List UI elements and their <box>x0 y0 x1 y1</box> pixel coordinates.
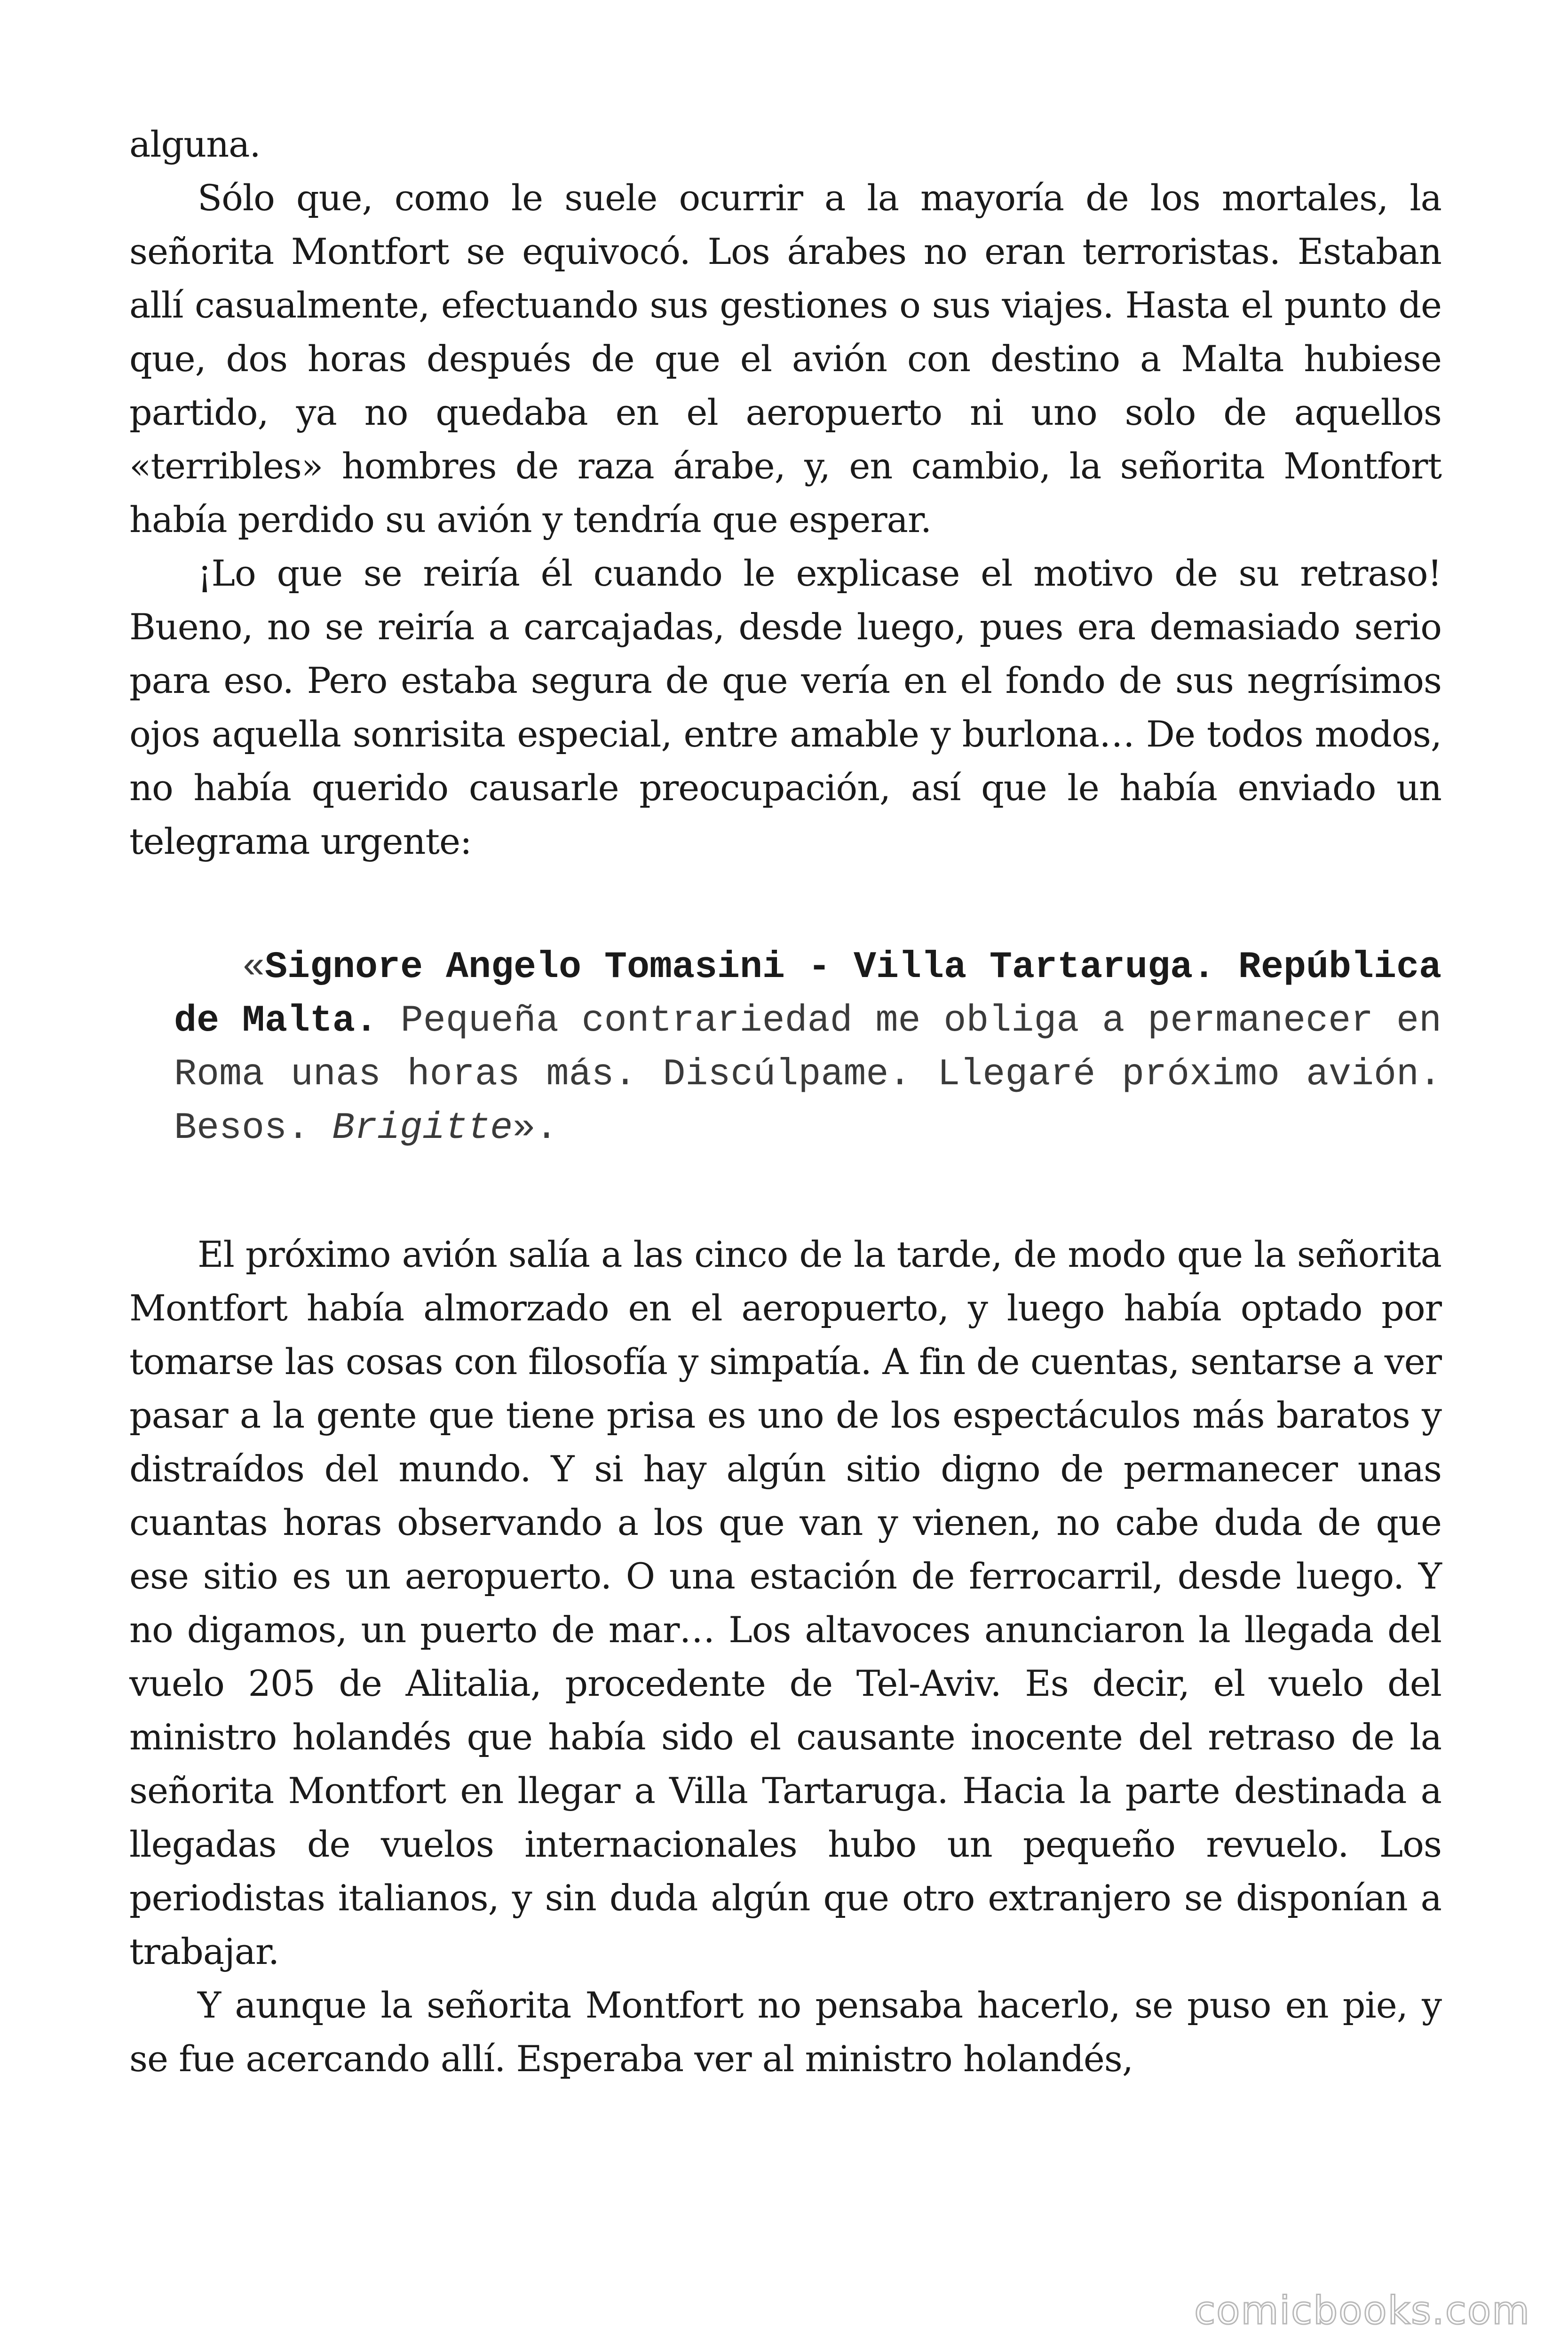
telegram-body: Pequeña contrariedad me obliga a permanecer en Roma unas horas más. Discúlpame. Llegaré próximo avión. Besos. <box>174 1000 1441 1150</box>
telegram-signature: Brigitte <box>332 1107 513 1150</box>
paragraph-5: Y aunque la señorita Montfort no pensaba hacerlo, se puso en pie, y se fue acercando allí. Esperaba ver al ministro holandés, <box>129 1984 1441 2080</box>
watermark: comicbooks.com <box>1194 2288 1530 2333</box>
telegram-open-quote: « <box>242 946 265 989</box>
paragraph-3: ¡Lo que se reiría él cuando le explicase el motivo de su retraso! Bueno, no se reiría a carcajadas, desde luego, pues era demasiado serio para eso. Pero estaba segura de que vería en el fondo de sus negrísimos ojos aquella sonrisita especial, entre amable y burlona… De todos modos, no había querido causarle preocupación, así que le había enviado un telegrama urgente: <box>129 552 1441 862</box>
page-body <box>129 118 1441 2086</box>
paragraph-2: Sólo que, como le suele ocurrir a la mayoría de los mortales, la señorita Montfort se equivocó. Los árabes no eran terroristas. Estaban allí casualmente, efectuando sus gestiones o sus viajes. Hasta el punto de que, dos horas después de que el avión con destino a Malta hubiese partido, ya no quedaba en el aeropuerto ni uno solo de aquellos «terribles» hombres de raza árabe, y, en cambio, la señorita Montfort había perdido su avión y tendría que esperar. <box>129 177 1441 540</box>
telegram-close: ». <box>513 1107 558 1150</box>
paragraph-1: alguna. <box>129 123 261 165</box>
paragraph-4: El próximo avión salía a las cinco de la tarde, de modo que la señorita Montfort había almorzado en el aeropuerto, y luego había optado por tomarse las cosas con filosofía y simpatía. A fin de cuentas, sentarse a ver pasar a la gente que tiene prisa es uno de los espectáculos más baratos y distraídos del mundo. Y si hay algún sitio digno de permanecer unas cuantas horas observando a los que van y vienen, no cabe duda de que ese sitio es un aeropuerto. O una estación de ferrocarril, desde luego. Y no digamos, un puerto de mar… Los altavoces anunciaron la llegada del vuelo 205 de Alitalia, procedente de Tel-Aviv. Es decir, el vuelo del ministro holandés que había sido el causante inocente del retraso de la señorita Montfort en llegar a Villa Tartaruga. Hacia la parte destinada a llegadas de vuelos internacionales hubo un pequeño revuelo. Los periodistas italianos, y sin duda algún que otro extranjero se disponían a trabajar. <box>129 1233 1441 1972</box>
telegram-address: Signore Angelo Tomasini - Villa Tartaruga. República de Malta. <box>174 946 1441 1042</box>
telegram-block <box>174 941 1441 1155</box>
